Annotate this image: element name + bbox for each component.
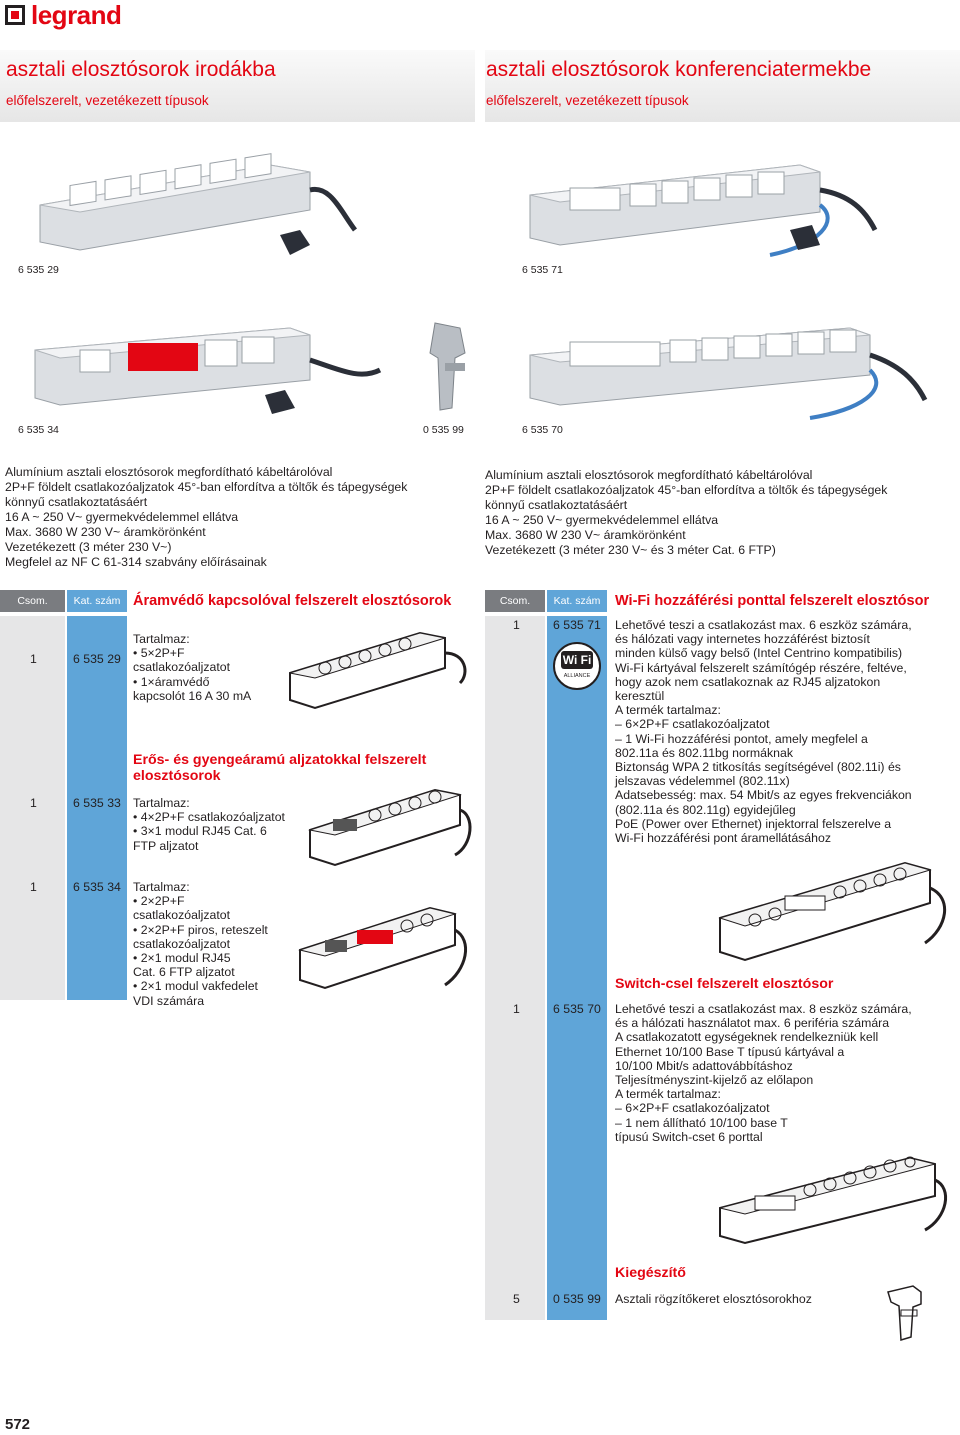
row-line: • 2×2P+F: [133, 894, 185, 909]
table-header-title: Wi-Fi hozzáférési ponttal felszerelt elosztósor: [615, 593, 930, 609]
left-page-subtitle: előfelszerelt, vezetékezett típusok: [6, 93, 209, 108]
logo-text: legrand: [31, 0, 122, 30]
row-cat-number: 6 535 70: [553, 1002, 601, 1016]
wifi-alliance-logo-icon: [553, 642, 601, 690]
power-strip-illustration-6-535-33: [305, 775, 475, 870]
row-line: Cat. 6 FTP aljzatot: [133, 965, 235, 980]
row-description: [615, 1002, 912, 1144]
power-strip-illustration-6-535-29: [285, 618, 475, 713]
row-line: Biztonság WPA 2 titkosítás segítségével (802.11i) és: [615, 760, 901, 775]
photo-code-0-535-99: 0 535 99: [423, 424, 464, 436]
page-number: 572: [5, 1416, 31, 1433]
power-strip-photo-6-535-34: [10, 310, 395, 425]
desk-clamp-photo-0-535-99: [420, 318, 480, 418]
description-line: Alumínium asztali elosztósorok megfordítható kábeltárolóval: [485, 468, 813, 482]
row-line: (802.11a és 802.11g) egyidejűleg: [615, 802, 796, 817]
wifi-logo-sub: ALLIANCE: [563, 673, 591, 679]
row-line: Adatsebesség: max. 54 Mbit/s az egyes frekvenciákon: [615, 788, 912, 803]
description-line: Max. 3680 W 230 V~ áramkörönként: [485, 528, 686, 542]
power-strip-illustration-6-535-34: [295, 890, 475, 995]
right-description: [485, 468, 887, 558]
row-line: csatlakozóaljzatot: [133, 908, 231, 923]
description-line: 16 A ~ 250 V~ gyermekvédelemmel ellátva: [5, 510, 239, 524]
row-line: és a hálózati használatot max. 6 periféria számára: [615, 1016, 890, 1031]
power-strip-photo-6-535-29: [10, 150, 370, 265]
left-product-table: [0, 590, 475, 1008]
row-line: jelszavas védelemmel (802.11x): [615, 774, 790, 789]
row-line: – 1 nem állítható 10/100 base T: [615, 1115, 788, 1130]
description-line: 2P+F földelt csatlakozóaljzatok 45°-ban elfordítva a töltők és tápegységek: [485, 483, 888, 497]
description-line: könnyű csatlakoztatásáért: [5, 495, 148, 509]
power-strip-photo-6-535-71: [520, 150, 890, 265]
photo-code-6-535-29: 6 535 29: [18, 264, 59, 276]
csom-column-background: [485, 616, 545, 1320]
left-page-title: asztali elosztósorok irodákba: [6, 58, 276, 81]
row-line: – 6×2P+F csatlakozóaljzatot: [615, 1101, 770, 1116]
legrand-logo-mark-icon: [5, 5, 25, 25]
power-strip-illustration-6-535-70: [715, 1148, 955, 1248]
row-line: VDI számára: [133, 993, 205, 1008]
right-product-table: [485, 590, 960, 1320]
row-line: Ethernet 10/100 Base T típusú kártyával a: [615, 1044, 845, 1059]
row-qty: 1: [513, 1002, 520, 1016]
row-description: [133, 880, 268, 1008]
row-line: csatlakozóaljzatot: [133, 936, 231, 951]
row-line: • 2×1 modul vakfedelet: [133, 979, 258, 994]
row-line: keresztül: [615, 689, 665, 704]
column-header-kat: Kat. szám: [547, 590, 607, 612]
column-header-csom: Csom.: [485, 590, 545, 612]
column-header-kat: Kat. szám: [67, 590, 127, 612]
row-line: hogy azok nem csatlakoznak az RJ45 aljzatokon: [615, 674, 881, 689]
section-title-line: elosztósorok: [133, 768, 221, 784]
row-line: • 1×áramvédő: [133, 674, 210, 689]
row-line: – 1 Wi-Fi hozzáférési pontot, amely megfelel a: [615, 731, 868, 746]
section-title-line: Kiegészítő: [615, 1265, 686, 1281]
row-line: • 4×2P+F csatlakozóaljzatot: [133, 810, 285, 825]
description-line: könnyű csatlakoztatásáért: [485, 498, 628, 512]
row-qty: 1: [30, 880, 37, 894]
row-line: csatlakozóaljzatot: [133, 660, 231, 675]
description-line: Vezetékezett (3 méter 230 V~): [5, 540, 172, 554]
section-title-line: Switch-csel felszerelt elosztósor: [615, 976, 834, 992]
row-qty: 5: [513, 1292, 520, 1306]
row-qty: 1: [30, 652, 37, 666]
row-line: kapcsolót 16 A 30 mA: [133, 688, 252, 703]
section-title: [615, 1265, 686, 1281]
row-line: – 6×2P+F csatlakozóaljzatot: [615, 717, 770, 732]
row-line: és hálózati vagy internetes hozzáférést biztosít: [615, 632, 870, 647]
description-line: Vezetékezett (3 méter 230 V~ és 3 méter Cat. 6 FTP): [485, 543, 776, 557]
power-strip-photo-6-535-70: [520, 310, 940, 425]
row-line: Wi-Fi hozzáférési pont áramellátásához: [615, 831, 831, 846]
row-description: [133, 632, 251, 703]
row-cat-number: 0 535 99: [553, 1292, 601, 1306]
row-cat-number: 6 535 33: [73, 796, 121, 810]
power-strip-illustration-6-535-71: [715, 848, 955, 968]
kat-column-background: [547, 616, 607, 1320]
row-line: Wi-Fi kártyával felszerelt számítógép részére, feltéve,: [615, 660, 907, 675]
row-line: Lehetővé teszi a csatlakozást max. 6 eszköz számára,: [615, 618, 912, 632]
row-description: [615, 1292, 812, 1306]
right-page-subtitle: előfelszerelt, vezetékezett típusok: [486, 93, 689, 108]
description-line: Max. 3680 W 230 V~ áramkörönként: [5, 525, 206, 539]
row-line: Teljesítményszint-kijelző az előlapon: [615, 1073, 814, 1088]
row-line: Asztali rögzítőkeret elosztósorokhoz: [615, 1292, 812, 1306]
left-description: [5, 465, 407, 570]
photo-code-6-535-70: 6 535 70: [522, 424, 563, 436]
row-line: • 2×1 modul RJ45: [133, 951, 231, 966]
table-header-title: Áramvédő kapcsolóval felszerelt elosztósorok: [133, 593, 452, 609]
description-line: Alumínium asztali elosztósorok megfordítható kábeltárolóval: [5, 465, 333, 479]
row-line: • 2×2P+F piros, reteszelt: [133, 922, 268, 937]
row-cat-number: 6 535 29: [73, 652, 121, 666]
row-cat-number: 6 535 34: [73, 880, 121, 894]
row-line: Tartalmaz:: [133, 796, 190, 810]
description-line: Megfelel az NF C 61-314 szabvány előírásainak: [5, 555, 267, 569]
row-line: 10/100 Mbit/s adattovábbításhoz: [615, 1058, 793, 1073]
right-page-title: asztali elosztósorok konferenciatermekbe: [486, 58, 872, 81]
row-line: • 3×1 modul RJ45 Cat. 6: [133, 824, 267, 839]
row-line: A csatlakozatott egységeknek rendelkezniük kell: [615, 1030, 879, 1045]
row-line: A termék tartalmaz:: [615, 703, 721, 718]
section-title-line: Erős- és gyengeáramú aljzatokkal felszerelt: [133, 752, 427, 768]
row-line: Tartalmaz:: [133, 632, 190, 646]
row-cat-number: 6 535 71: [553, 618, 601, 632]
row-line: minden külső vagy belső (Intel Centrino kompatibilis): [615, 646, 903, 661]
row-line: PoE (Power over Ethernet) injektorral felszerelve a: [615, 816, 892, 831]
row-qty: 1: [513, 618, 520, 632]
row-line: FTP aljzatot: [133, 838, 199, 853]
wifi-logo-main: Wi Fi: [562, 653, 592, 667]
description-line: 16 A ~ 250 V~ gyermekvédelemmel ellátva: [485, 513, 719, 527]
column-header-csom: Csom.: [0, 590, 65, 612]
description-line: 2P+F földelt csatlakozóaljzatok 45°-ban elfordítva a töltők és tápegységek: [5, 480, 408, 494]
desk-clamp-illustration-0-535-99: [883, 1282, 928, 1344]
row-qty: 1: [30, 796, 37, 810]
row-line: típusú Switch-cset 6 porttal: [615, 1129, 763, 1144]
row-line: 802.11a és 802.11bg normáknak: [615, 745, 793, 760]
row-line: Tartalmaz:: [133, 880, 190, 894]
photo-code-6-535-34: 6 535 34: [18, 424, 59, 436]
legrand-logo: [5, 0, 130, 31]
row-description: [615, 618, 912, 845]
row-line: A termék tartalmaz:: [615, 1087, 721, 1102]
section-title: [615, 976, 833, 992]
row-line: • 5×2P+F: [133, 646, 185, 661]
photo-code-6-535-71: 6 535 71: [522, 264, 563, 276]
row-description: [133, 796, 285, 853]
row-line: Lehetővé teszi a csatlakozást max. 8 eszköz számára,: [615, 1002, 912, 1016]
